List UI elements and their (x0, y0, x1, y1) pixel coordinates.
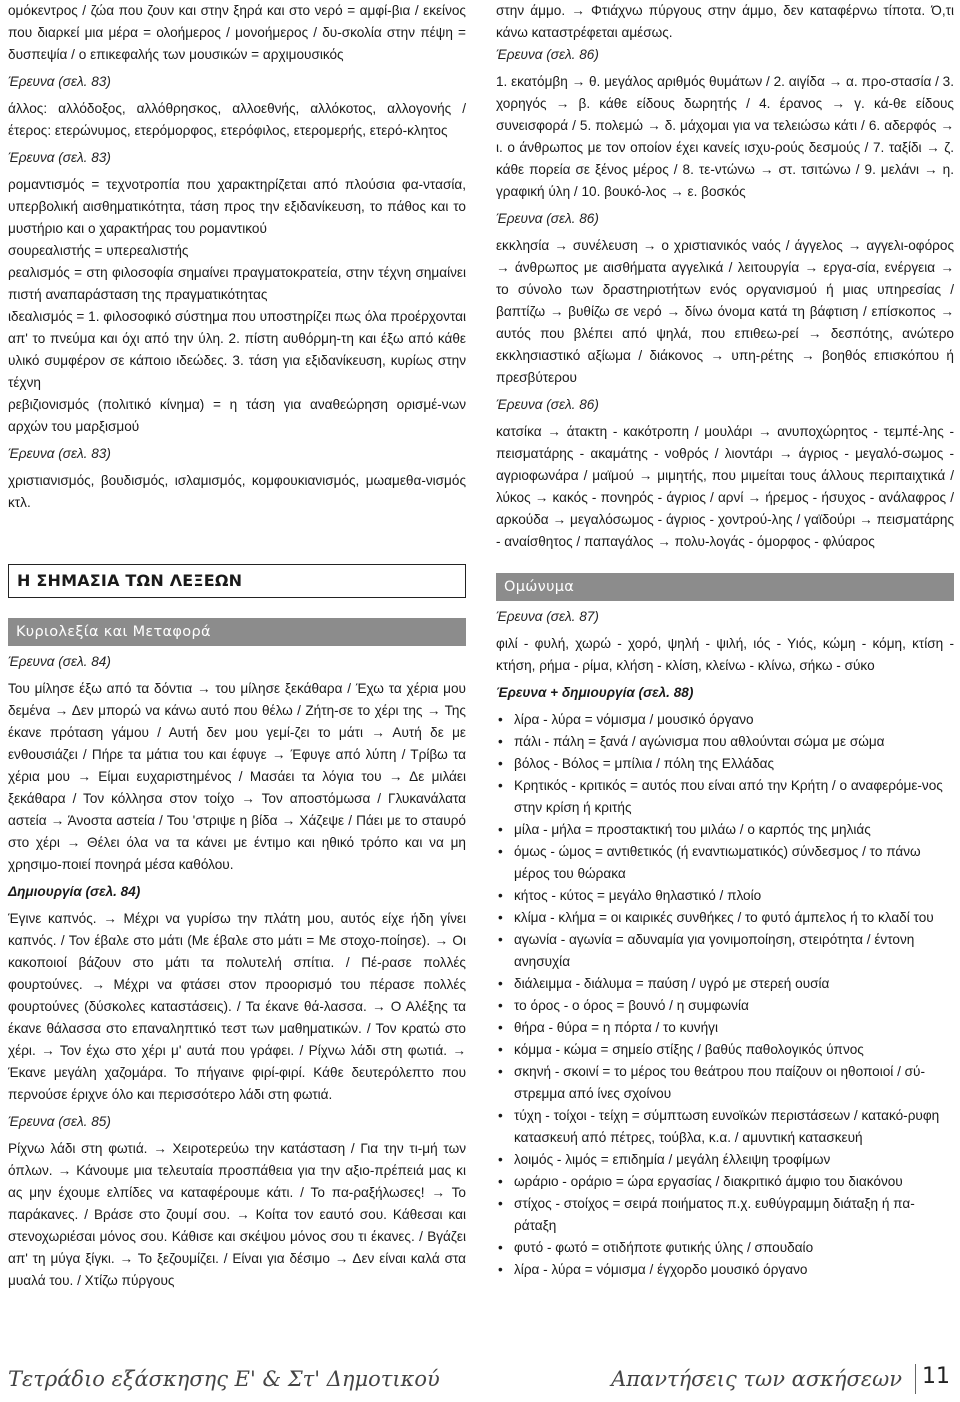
section-reference: Έρευνα (σελ. 86) (496, 211, 599, 226)
page-footer (0, 1364, 960, 1402)
homonym-list (496, 709, 954, 1281)
right-column (496, 0, 954, 1281)
paragraph: Ρίχνω λάδι στη φωτιά. → Χειροτερεύω την κατάσταση / Για την τι-μή των όπλων. → Κάνουμε μια τελευταία προσπάθεια για την αξιο-πρέπειά μας κι ας μην έχουμε ελπίδες να καταφέρουμε κάτι. / Το πα-ραξήλωσες! → Το παράκανες. / Βράσε στο ζουμί σου. → Κοίτα τον εαυτό σου. Κάθεσαι και στενοχωριέσαι μόνος σου. Κάθισε και σκέψου μόνος σου τι έκανες. / Βγάζει απ' τη μύγα ξίγκι. → Το ξεζουμίζει. / Είναι για δέσιμο → Δεν είναι καλά στα μυαλά του. / Χτίζω πύργους (8, 1141, 466, 1288)
list-item: • βόλος - Βόλος = μπίλια / πόλη της Ελλάδας (496, 753, 954, 775)
paragraph: εκκλησία → συνέλευση → ο χριστιανικός ναός / άγγελος → αγγελι-οφόρος → άνθρωπος με αισθήματα αγγελικά / λειτουργία → εργα-σία, ενέργεια → το σύνολο των δραστηριοτήτων ενός οργανισμού ή μιας υπηρεσίας / βαπτίζω → βυθίζω σε νερό → δίνω όνομα κατά τη βάφτιση / επίσκοπος → αυτός που βλέπει από ψηλά, που επιθεω-ρεί → δεσπότης, ανώτερο εκκλησιαστικό αξίωμα / διάκονος → υπη-ρέτης → βοηθός επισκόπου ή πρεσβύτερου (496, 238, 954, 385)
paragraph: χριστιανισμός, βουδισμός, ισλαμισμός, κομφουκιανισμός, μωαμεθα-νισμός κτλ. (8, 473, 466, 510)
section-reference: Έρευνα (σελ. 87) (496, 609, 599, 624)
section-reference: Έρευνα (σελ. 86) (496, 397, 599, 412)
section-title: Ομώνυμα (496, 573, 954, 601)
list-item: • πάλι - πάλη = ξανά / αγώνισμα που αθλούνται σώμα με σώμα (496, 731, 954, 753)
paragraph: Έγινε καπνός. → Μέχρι να γυρίσω την πλάτη μου, αυτός είχε ήδη γίνει καπνός. / Τον έβαλε στο μάτι (Με έβαλε στο μάτι = Με στοχο-ποίησε). → Οι κακοποιοί βάζουν στο μάτι τα πολυτελή σπίτια. / Πέ-ρασε πολλές φουρτούνες. → Μέχρι να φτάσει στον προορισμό του πέρασε πολλές φουρτούνες (δύσκολες καταστάσεις). / Τα έκανε θά-λασσα. → Ο Αλέξης τα έκανε θάλασσα στο επαναληπτικό τεστ των μαθηματικών. / Τον κρατώ στο χέρι. → Τον έχω στο χέρι μ' αυτά που γράφει. / Ρίχνω λάδι στη φωτιά. → Έκανε μεγάλη χαζομάρα. Το πήγαινε φιρί-φιρί. Κάθε δευτερόλεπτο που περνούσε έριχνε όλο και περισσότερο λάδι στη φωτιά. (8, 911, 466, 1102)
list-item: • Κρητικός - κριτικός = αυτός που είναι από την Κρήτη / ο αναφερόμε-νος στην κρίση ή κριτής (496, 775, 954, 819)
paragraph: στην άμμο. → Φτιάχνω πύργους στην άμμο, δεν καταφέρνω τίποτα. Ό,τι κάνω καταστρέφεται αμέσως. (496, 3, 954, 40)
page-number: 11 (922, 1364, 950, 1389)
section-reference: Έρευνα (σελ. 83) (8, 446, 111, 461)
paragraph: άλλος: αλλόδοξος, αλλόθρησκος, αλλοεθνής, αλλόκοτος, αλλογονής / έτερος: ετερώνυμος, ετερόμορφος, ετερόφιλος, ετερομερής, ετερό-κλητος (8, 101, 466, 138)
section-title: Κυριολεξία και Μεταφορά (8, 618, 466, 646)
list-item: • αγωνία - αγωνία = αδυναμία για γονιμοποίηση, στειρότητα / έντονη ανησυχία (496, 929, 954, 973)
section-reference: Έρευνα (σελ. 83) (8, 74, 111, 89)
section-heading: Έρευνα + δημιουργία (σελ. 88) (496, 685, 694, 700)
list-item: • μίλα - μήλα = προστακτική του μιλάω / ο καρπός της μηλιάς (496, 819, 954, 841)
list-item: • σκηνή - σκοινί = το μέρος του θεάτρου που παίζουν οι ηθοποιοί / σύ-στρεμμα από ίνες σχοίνου (496, 1061, 954, 1105)
paragraph: ομόκεντρος / ζώα που ζουν και στην ξηρά και στο νερό = αμφί-βια / εκείνος που διαρκεί μια μέρα = ολοήμερος / μονοήμερος / δυ-σκολία στην πέψη = δυσπεψία / ο επικεφαλής των μουσικών = αρχιμουσικός (8, 3, 466, 62)
section-heading: Δημιουργία (σελ. 84) (8, 884, 141, 899)
left-column (8, 0, 466, 1292)
section-reference: Έρευνα (σελ. 86) (496, 47, 599, 62)
section-reference: Έρευνα (σελ. 85) (8, 1114, 111, 1129)
list-item: • λίρα - λύρα = νόμισμα / μουσικό όργανο (496, 709, 954, 731)
list-item: • λίρα - λύρα = νόμισμα / έγχορδο μουσικό όργανο (496, 1259, 954, 1281)
list-item: • τύχη - τοίχοι - τείχη = σύμπτωση ευνοϊκών περιστάσεων / κατακό-ρυφη κατασκευή από πέτρες, τούβλα, κ.α. / αμυντική κατασκευή (496, 1105, 954, 1149)
paragraph: σουρεαλιστής = υπερεαλιστής (8, 243, 189, 258)
chapter-title: Η ΣΗΜΑΣΙΑ ΤΩΝ ΛΕΞΕΩΝ (8, 564, 466, 598)
list-item: • το όρος - ο όρος = βουνό / η συμφωνία (496, 995, 954, 1017)
section-reference: Έρευνα (σελ. 84) (8, 654, 111, 669)
book-title: Τετράδιο εξάσκησης Ε' & Στ' Δημοτικού (8, 1367, 440, 1391)
section-reference: Έρευνα (σελ. 83) (8, 150, 111, 165)
paragraph: κατσίκα → άτακτη - κακότροπη / μουλάρι → ανυποχώρητος - τεμπέ-λης - πεισματάρης - ακαμάτης - νοθρός / λιοντάρι → άγριος - μεγαλό-σωμος - αγριοφωνάρα / μαϊμού → μιμητής, που μιμείται τους άλλους περιπαιχτικά / λύκος → κακός - πονηρός - άγριος / αρνί → ήρεμος - ήσυχος - ανάλαφρος / αρκούδα → μεγαλόσωμος - άγριος - χοντρού-λης / γαϊδούρι → πεισματάρης - αναίσθητος / παπαγάλος → πολυ-λογάς - όμορφος - φλύαρος (496, 424, 954, 549)
paragraph: Του μίλησε έξω από τα δόντια → του μίλησε ξεκάθαρα / Έχω τα χέρια μου δεμένα → Δεν μπορώ να κάνω αυτό που θέλω / Ζήτη-σε το χέρι της → Της έκανε πρόταση γάμου / Αυτή δεν μου γεμί-ζει το μάτι → Αυτή δε με ενθουσιάζει / Πήρε τα μάτια του και έφυγε → Έφυγε από λύπη / Τρίβω τα χέρια μου → Είμαι ευχαριστημένος / Μασάει τα λόγια του → Δε μιλάει ξεκάθαρα / Τον κόλλησα στον τοίχο → Τον αποστόμωσα / Γλυκανάλατα αστεία → Άνοστα αστεία / Του 'στριψε η βίδα → Χάζεψε / Πάει με το σταυρό στο χέρι → Θέλει όλα να τα κάνει με έντιμο και ηθικό τρόπο και να μη χρησιμο-ποιεί πονηρά μέσα καθόλου. (8, 681, 466, 872)
list-item: • διάλειμμα - διάλυμα = παύση / υγρό με στερεή ουσία (496, 973, 954, 995)
list-item: • κόμμα - κώμα = σημείο στίξης / βαθύς παθολογικός ύπνος (496, 1039, 954, 1061)
list-item: • κλίμα - κλήμα = οι καιρικές συνθήκες / το φυτό άμπελος ή το κλαδί του (496, 907, 954, 929)
section-footer-title: Απαντήσεις των ασκήσεων (611, 1367, 902, 1391)
list-item: • θήρα - θύρα = η πόρτα / το κυνήγι (496, 1017, 954, 1039)
paragraph: ιδεαλισμός = 1. φιλοσοφικό σύστημα που υποστηρίζει πως όλα προέρχονται απ' το πνεύμα και όχι από την ύλη. 2. πίστη αυθόρμη-τη και έξω από κάθε υλικό συμφέρον σε κάποιο ιδεώδες. 3. τάση για εξιδανίκευση, κυρίως στην τέχνη (8, 309, 466, 390)
list-item: • κήτος - κύτος = μεγάλο θηλαστικό / πλοίο (496, 885, 954, 907)
list-item: • λοιμός - λιμός = επιδημία / μεγάλη έλλειψη τροφίμων (496, 1149, 954, 1171)
paragraph: φιλί - φυλή, χωρώ - χορό, ψηλή - ψιλή, ιός - Υιός, κώμη - κόμη, κτίση - κτήση, ρήμα - ρίμα, κλήση - κλίση, κλείνω - κλίνω, σήκω - σύκο (496, 636, 954, 673)
list-item: • όμως - ώμος = αντιθετικός (ή εναντιωματικός) σύνδεσμος / το πάνω μέρος του θώρακα (496, 841, 954, 885)
footer-divider (915, 1364, 917, 1394)
list-item: • ωράριο - οράριο = ώρα εργασίας / διακριτικό άμφιο του διακόνου (496, 1171, 954, 1193)
paragraph: ρομαντισμός = τεχνοτροπία που χαρακτηρίζεται από πλούσια φα-ντασία, υπερβολική αισθηματικότητα, τάση προς την εξιδανίκευση, το πάθος και το μυστήριο και ο χαρακτήρας του ρομαντικού (8, 177, 466, 236)
list-item: • φυτό - φωτό = οτιδήποτε φυτικής ύλης / σπουδαίο (496, 1237, 954, 1259)
paragraph: 1. εκατόμβη → θ. μεγάλος αριθμός θυμάτων / 2. αιγίδα → α. προ-στασία / 3. χορηγός → β. κάθε είδους δωρητής / 4. έρανος → γ. κά-θε είδους συνεισφορά / 5. πολεμώ → δ. μάχομαι για να τελειώσω κάτι / 6. αδερφός → ι. ο άνθρωπος με τον οποίον έχει κανείς ισχυ-ρούς δεσμούς / 7. ταξίδι → ζ. κάθε πορεία σε ξένος μέρος / 8. τε-ντώνω → στ. τσιτώνω / 9. μελάνι → η. γραφική ύλη / 10. βουκό-λος → ε. βοσκός (496, 74, 954, 199)
paragraph: ρεβιζιονισμός (πολιτικό κίνημα) = η τάση για αναθεώρηση ορισμέ-νων αρχών του μαρξισμού (8, 397, 466, 434)
list-item: • στίχος - στοίχος = σειρά ποιήματος π.χ. ευθύγραμμη διάταξη ή πα-ράταξη (496, 1193, 954, 1237)
paragraph: ρεαλισμός = στη φιλοσοφία σημαίνει πραγματοκρατεία, στην τέχνη σημαίνει πιστή αναπαράσταση της πραγματικότητας (8, 265, 466, 302)
